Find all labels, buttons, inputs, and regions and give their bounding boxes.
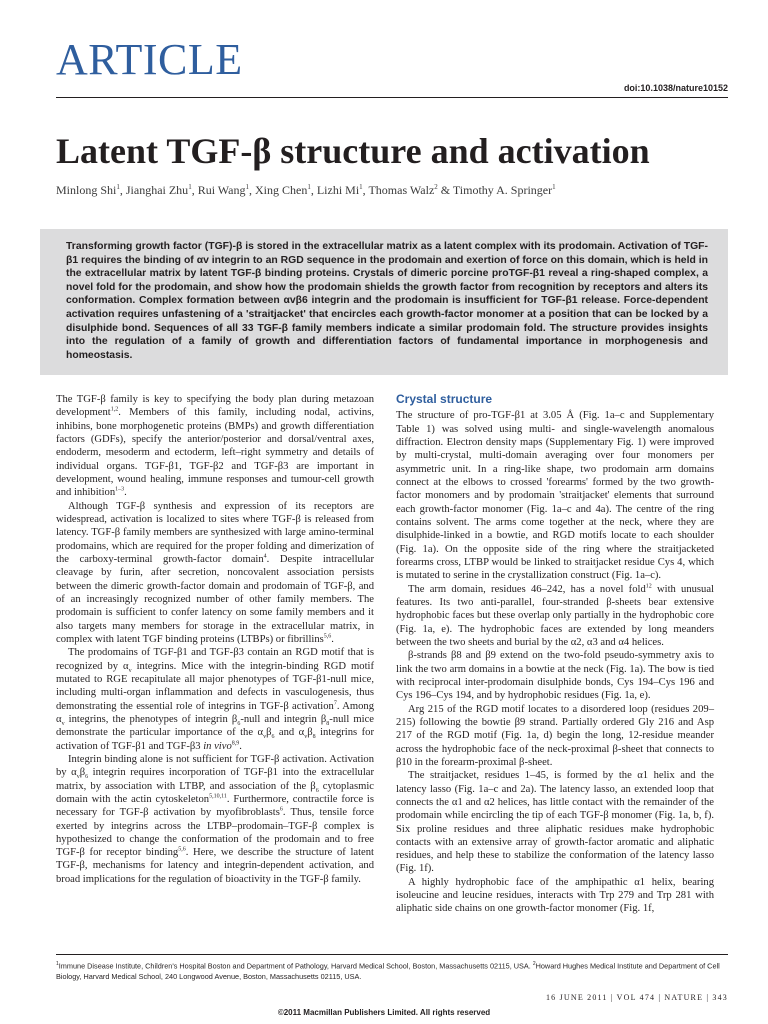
author-list: [56, 183, 556, 198]
article-type-label: ARTICLE: [56, 35, 243, 84]
author-name: Thomas Walz: [368, 183, 435, 197]
body-paragraph: The TGF-β family is key to specifying the body plan during metazoan development$^{1,2}$. Members of this family, including nodal, activins, inhibins, bone morphogenetic proteins (BMPs) and growth differentiation factors (GDFs), specify the anterior/posterior and dorsal/ventral axes, endoderm, mesoderm and ectoderm, left–right symmetry and details of individual organs. TGF-β1, TGF-β2 and TGF-β3 are important in development, wound healing, immune responses and tumour-cell growth and inhibition$^{1-3}$.: [56, 394, 374, 499]
body-paragraph: Integrin binding alone is not sufficient for TGF-β activation. Activation by $\alpha_v\beta_6$ integrin requires incorporation of TGF-β1 into the extracellular matrix, by association with LTBP, and association of the $\beta_6$ cytoplasmic domain with the actin cytoskeleton$^{5,10,11}$. Furthermore, contractile force is necessary for TGF-β activation by myofibroblasts$^6$. Thus, tensile force exerted by integrins across the LTBP–prodomain–TGF-β complex is hypothesized to change the conformation of the prodomain and to free TGF-β for receptor binding$^{5,6}$. Here, we describe the structure of latent TGF-β, mechanisms for latency and integrin-dependent activation, and broad implications for the regulation of bioactivity in the TGF-β family.: [56, 753, 375, 885]
author-name: Xing Chen: [255, 183, 308, 197]
author-name: Jianghai Zhu: [125, 183, 189, 197]
author-separator: ,: [119, 183, 126, 197]
author-affiliation-mark: 1: [188, 183, 192, 191]
author-name: Minlong Shi: [56, 183, 117, 197]
body-paragraph: A highly hydrophobic face of the amphipathic α1 helix, bearing isoleucine and leucine residues, interacts with Trp 279 and Trp 281 with aliphatic side chains on one growth-factor monomer (Fig. 1f,: [396, 876, 714, 915]
body-paragraph: The prodomains of TGF-β1 and TGF-β3 contain an RGD motif that is recognized by $\alpha_v$ integrins. Mice with the integrin-binding RGD motif mutated to RGE recapitulate all major phenotypes of TGF-β1-null mice, including multi-organ inflammation and defects in vasculogenesis, thus demonstrating the essential role of integrins in TGF-β activation$^7$. Among $\alpha_v$ integrins, the phenotypes of integrin $\beta_6$-null and integrin $\beta_8$-null mice demonstrate the particular importance of the $\alpha_v\beta_6$ and $\alpha_v\beta_8$ integrins for activation of TGF-β1 and TGF-β3 in vivo$^{8,9}$.: [56, 647, 375, 752]
author-affiliation-mark: 1: [307, 183, 311, 191]
author-affiliation-mark: 1: [552, 183, 556, 191]
footnote-rule: [56, 954, 728, 955]
section-heading: Crystal structure: [396, 392, 493, 406]
right-column-body: [396, 409, 714, 915]
author-separator: ,: [191, 183, 198, 197]
body-paragraph: Arg 215 of the RGD motif locates to a disordered loop (residues 209–215) following the bowtie β9 strand. Partially ordered Gly 216 and Asp 217 of the RGD motif (Fig. 1a, d) begin the long, 12-residue meander across the hydrophobic face of the neck-proximal β-sheet that connects to β10 in the forearm-proximal β-sheet.: [396, 703, 714, 768]
left-column: [56, 393, 374, 886]
running-footer: 16 JUNE 2011 | VOL 474 | NATURE | 343: [545, 993, 728, 1002]
author-separator: &: [437, 183, 453, 197]
author-separator: ,: [362, 183, 369, 197]
author-separator: ,: [310, 183, 317, 197]
body-paragraph: The arm domain, residues 46–242, has a novel fold$^{12}$ with unusual features. Its two anti-parallel, four-stranded β-sheets bear extensive hydrophobic faces but these overlap only partially in the hydrophobic core (Fig. 1a, e). The hydrophobic faces are extended by long meanders between the two sheets and burial by the α2, α3 and α4 helices.: [396, 583, 714, 648]
author-affiliation-mark: 1: [116, 183, 120, 191]
abstract-text: Transforming growth factor (TGF)-β is stored in the extracellular matrix as a latent complex with its prodomain. Activation of TGF-β1 requires the binding of αv integrin to an RGD sequence in the prodomain and exertion of force on this domain, which is held in the extracellular matrix by latent TGF-β binding proteins. Crystals of dimeric porcine proTGF-β1 reveal a ring-shaped complex, a novel fold for the prodomain, and show how the prodomain shields the growth factor from recognition by receptors and alters its conformation. Complex formation between αvβ6 integrin and the prodomain is insufficient for TGF-β1 release. Force-dependent activation requires unfastening of a 'straitjacket' that encircles each growth-factor monomer at a position that can be locked by a disulphide bond. Sequences of all 33 TGF-β family members indicate a similar prodomain fold. The structure provides insights into the regulation of a family of growth and differentiation factors of fundamental importance in morphogenesis and homeostasis.: [66, 241, 708, 361]
article-title: Latent TGF-β structure and activation: [56, 131, 650, 171]
affiliations: $^1$Immune Disease Institute, Children's Hospital Boston and Department of Pathology, Harvard Medical School, Boston, Massachusetts 02115, USA. $^2$Howard Hughes Medical Institute and Department of Cell Biology, Harvard Medical School, 240 Longwood Avenue, Boston, Massachusetts 02115, USA.: [56, 961, 720, 982]
author-name: Lizhi Mi: [316, 183, 360, 197]
right-column: [396, 393, 714, 916]
copyright-notice: ©2011 Macmillan Publishers Limited. All rights reserved: [277, 1008, 491, 1017]
author-affiliation-mark: 1: [359, 183, 363, 191]
body-paragraph: The structure of pro-TGF-β1 at 3.05 Å (Fig. 1a–c and Supplementary Table 1) was solved using multi- and single-wavelength anomalous diffraction. Electron density maps (Supplementary Fig. 1) were improved by multi-crystal, multi-domain averaging over four monomers per asymmetric unit. In a ring-like shape, two prodomain arm domains connect at the elbows to crossed 'forearms' formed by the two growth-factor monomers and by prodomain 'straitjacket' elements that surround each growth-factor monomer (Fig. 1a–c and 4a). The centre of the ring contains solvent. The arms come together at the neck, where they are disulphide-linked in a bowtie, and RGD motifs locate to each shoulder (Fig. 1a). On the opposite side of the ring where the straitjacketed forearms cross, LTBP would be linked to straitjacket residue Cys 4, which is mutated to serine in the crystallization construct (Fig. 1a–c).: [396, 410, 714, 582]
abstract-box: [40, 229, 728, 375]
body-paragraph: Although TGF-β synthesis and expression of its receptors are widespread, activation is localized to sites where TGF-β is released from latency. TGF-β family members are synthesized with large amino-terminal prodomains, which are required for the proper folding and dimerization of the carboxy-terminal growth-factor domain$^4$. Despite intracellular cleavage by furin, after secretion, noncovalent association persists between the dimeric growth-factor domain and prodomain of TGF-β, and of an increasingly recognized number of other family members. The prodomain is sufficient to confer latency on some family members and it also targets many members for storage in the extracellular matrix, in complex with latent TGF binding proteins (LTBPs) or fibrillins$^{5,6}$.: [56, 500, 374, 645]
body-paragraph: The straitjacket, residues 1–45, is formed by the α1 helix and the latency lasso (Fig. 1a–c and 2a). The latency lasso, an extended loop that connects the α1 and α2 helices, has little contact with the remainder of the prodomain while encircling the tip of each TGF-β monomer (Fig. 1a, b, f). Six proline residues and three aliphatic residues make hydrophobic contacts with an extensive array of growth-factor aromatic and aliphatic residues, and help these to stabilize the conformation of the latency lasso (Fig. 1f).: [396, 770, 714, 875]
header-rule: [56, 97, 728, 98]
author-affiliation-mark: 1: [245, 183, 249, 191]
author-name: Rui Wang: [197, 183, 246, 197]
author-affiliation-mark: 2: [434, 183, 438, 191]
author-name: Timothy A. Springer: [452, 183, 553, 197]
body-paragraph: β-strands β8 and β9 extend on the two-fold pseudo-symmetry axis to link the two arm domains in a bowtie at the neck (Fig. 1a). The bow is tied with reciprocal inter-prodomain disulphide bonds, Cys 194–Cys 196 and Cys 196–Cys 194, and by hydrophobic residues (Fig. 1a, e).: [396, 650, 714, 702]
author-separator: ,: [249, 183, 255, 197]
doi[interactable]: doi:10.1038/nature10152: [623, 83, 728, 93]
